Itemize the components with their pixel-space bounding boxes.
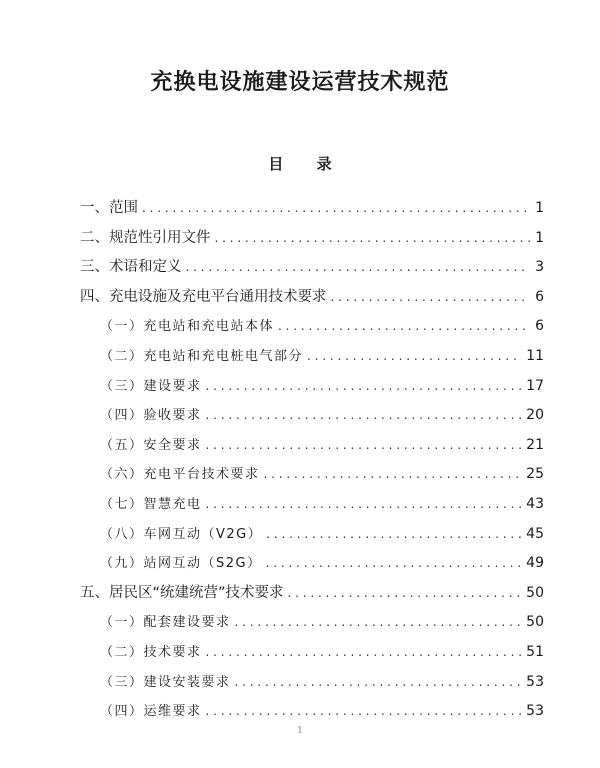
toc-dot-leader [288, 579, 523, 609]
toc-dot-leader [235, 608, 523, 638]
toc-entry-label: （七）智慧充电 [100, 496, 202, 512]
toc-entry-page: 17 [526, 377, 544, 394]
toc-entry-page: 45 [526, 525, 544, 542]
toc-entry-platform-requirements[interactable] [0, 460, 600, 490]
toc-dot-leader [331, 283, 531, 313]
toc-entry-page: 51 [526, 643, 544, 660]
toc-entry-residential-requirements[interactable] [0, 579, 600, 609]
toc-dot-leader [307, 342, 522, 372]
toc-entry-terms-definitions[interactable] [0, 253, 600, 283]
toc-entry-page: 20 [526, 407, 544, 424]
toc-entry-general-requirements[interactable] [0, 283, 600, 313]
toc-dot-leader [206, 638, 523, 668]
toc-entry-page: 11 [526, 347, 544, 364]
toc-entry-page: 3 [535, 259, 544, 276]
toc-dot-leader [264, 460, 523, 490]
toc-entry-label: （八）车网互动（V2G） [100, 526, 263, 542]
toc-entry-scope[interactable] [0, 194, 600, 224]
toc-entry-label: （三）建设安装要求 [100, 674, 231, 690]
toc-entry-label: （一）配套建设要求 [100, 615, 231, 631]
toc-entry-page: 1 [535, 200, 544, 216]
table-of-contents [0, 194, 600, 727]
toc-dot-leader [186, 253, 531, 283]
toc-entry-page: 43 [526, 495, 544, 512]
page-number: 1 [297, 726, 303, 736]
toc-entry-page: 50 [526, 614, 544, 631]
toc-entry-page: 21 [526, 436, 544, 453]
toc-heading: 目 录 [268, 155, 346, 173]
toc-entry-s2g[interactable] [0, 549, 600, 579]
toc-entry-label: （三）建设要求 [100, 378, 202, 394]
toc-entry-page: 50 [526, 584, 544, 601]
toc-entry-safety-requirements[interactable] [0, 431, 600, 461]
toc-entry-label: （四）运维要求 [100, 704, 202, 720]
toc-entry-page: 49 [526, 555, 544, 572]
toc-entry-label: （五）安全要求 [100, 437, 202, 453]
toc-entry-v2g[interactable] [0, 520, 600, 550]
toc-entry-label: （二）技术要求 [100, 644, 202, 660]
toc-entry-label: （一）充电站和充电站本体 [100, 319, 275, 335]
toc-entry-station-body[interactable] [0, 312, 600, 342]
toc-entry-label: 一、范围 [80, 200, 138, 216]
toc-dot-leader [266, 549, 523, 579]
toc-dot-leader [206, 697, 523, 727]
toc-entry-label: 五、居民区“统建统营”技术要求 [80, 584, 284, 601]
toc-entry-technical-requirements[interactable] [0, 638, 600, 668]
toc-entry-label: 三、术语和定义 [80, 259, 182, 276]
toc-dot-leader [206, 490, 523, 520]
toc-entry-label: （九）站网互动（S2G） [100, 556, 262, 572]
toc-dot-leader [206, 372, 523, 402]
document-title: 充换电设施建设运营技术规范 [150, 70, 450, 95]
toc-entry-label: 二、规范性引用文件 [80, 229, 211, 246]
toc-entry-label: （四）验收要求 [100, 408, 202, 424]
toc-entry-label: （二）充电站和充电桩电气部分 [100, 348, 304, 364]
toc-entry-supporting-construction[interactable] [0, 608, 600, 638]
toc-entry-acceptance-requirements[interactable] [0, 401, 600, 431]
toc-dot-leader [235, 668, 523, 698]
toc-entry-page: 25 [526, 466, 544, 483]
toc-dot-leader [278, 312, 530, 342]
toc-entry-label: 四、充电设施及充电平台通用技术要求 [80, 288, 327, 305]
toc-entry-label: （六）充电平台技术要求 [100, 467, 260, 483]
toc-dot-leader [206, 431, 523, 461]
toc-entry-construction-requirements[interactable] [0, 372, 600, 402]
toc-dot-leader [266, 520, 522, 550]
toc-entry-page: 53 [526, 703, 544, 720]
toc-entry-normative-references[interactable] [0, 224, 600, 254]
toc-entry-page: 6 [535, 288, 544, 305]
toc-entry-smart-charging[interactable] [0, 490, 600, 520]
toc-entry-page: 53 [526, 673, 544, 690]
toc-dot-leader [142, 194, 530, 224]
toc-entry-installation-requirements[interactable] [0, 668, 600, 698]
toc-entry-electrical-part[interactable] [0, 342, 600, 372]
toc-dot-leader [215, 224, 531, 254]
toc-entry-page: 1 [535, 229, 544, 246]
toc-entry-maintenance-requirements[interactable] [0, 697, 600, 727]
toc-entry-page: 6 [535, 318, 544, 335]
toc-dot-leader [206, 401, 523, 431]
